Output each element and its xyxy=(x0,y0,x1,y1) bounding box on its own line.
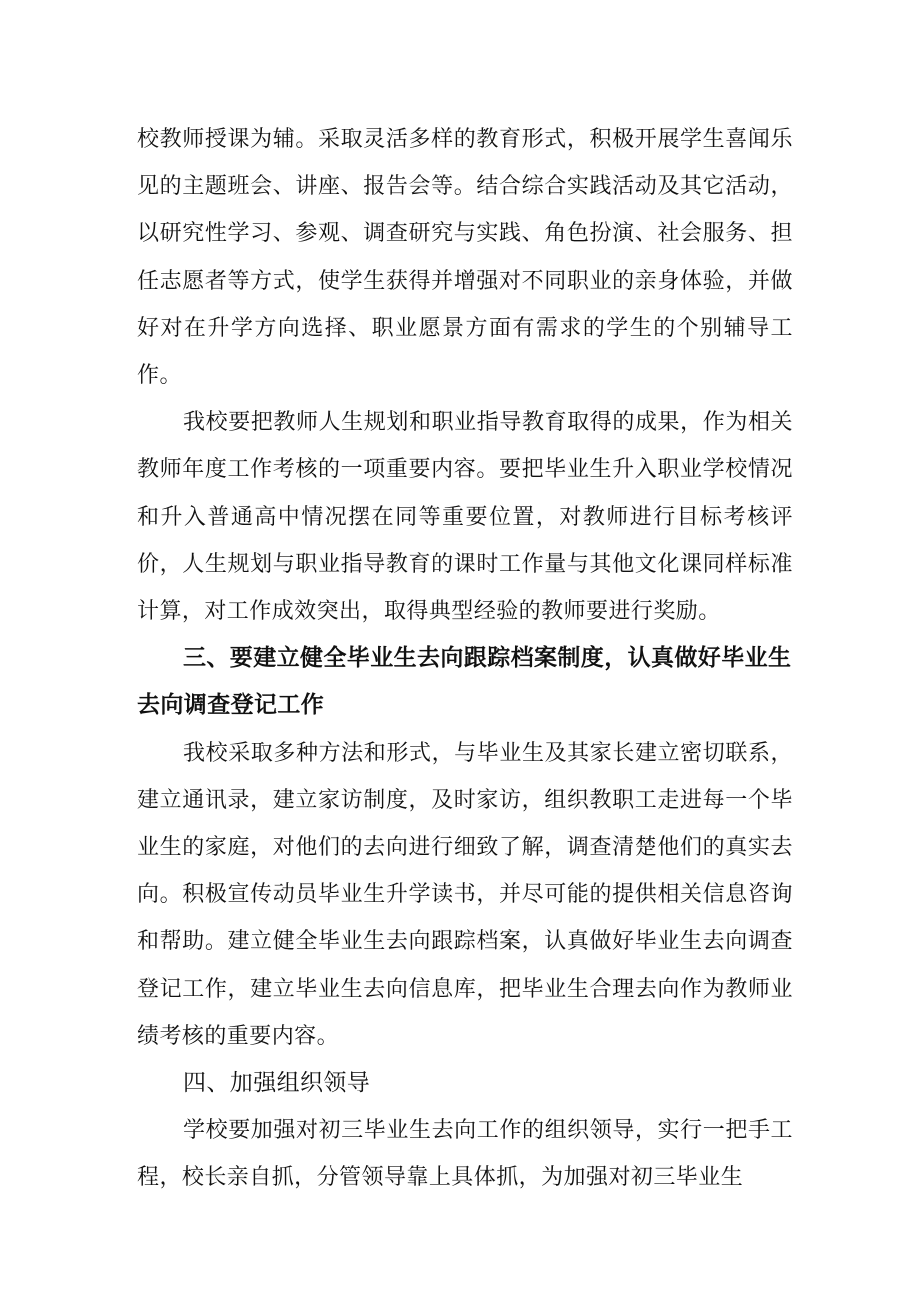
paragraph-graduate-tracking: 我校采取多种方法和形式，与毕业生及其家长建立密切联系，建立通讯录，建立家访制度，及时家访，组织教职工走进每一个毕业生的家庭，对他们的去向进行细致了解，调查清楚他们的真实去向。积极宣传动员毕业生升学读书，并尽可能的提供相关信息咨询和帮助。建立健全毕业生去向跟踪档案，认真做好毕业生去向调查登记工作，建立毕业生去向信息库，把毕业生合理去向作为教师业绩考核的重要内容。 xyxy=(137,740,793,1049)
paragraph-organizational-leadership: 学校要加强对初三毕业生去向工作的组织领导，实行一把手工程，校长亲自抓，分管领导靠上具体抓，为加强对初三毕业生 xyxy=(137,1118,793,1191)
section-heading-4: 四、加强组织领导 xyxy=(183,1070,371,1097)
section-heading-3: 三、要建立健全毕业生去向跟踪档案制度，认真做好毕业生去向调查登记工作 xyxy=(137,645,792,719)
paragraph-career-guidance-forms: 校教师授课为辅。采取灵活多样的教育形式，积极开展学生喜闻乐见的主题班会、讲座、报告会等。结合综合实践活动及其它活动，以研究性学习、参观、调查研究与实践、角色扮演、社会服务、担任志愿者等方式，使学生获得并增强对不同职业的亲身体验，并做好对在升学方向选择、职业愿景方面有需求的学生的个别辅导工作。 xyxy=(137,127,793,389)
document-page xyxy=(137,116,793,1202)
paragraph-teacher-assessment: 我校要把教师人生规划和职业指导教育取得的成果，作为相关教师年度工作考核的一项重要内容。要把毕业生升入职业学校情况和升入普通高中情况摆在同等重要位置，对教师进行目标考核评价，人生规划与职业指导教育的课时工作量与其他文化课同样标准计算，对工作成效突出，取得典型经验的教师要进行奖励。 xyxy=(137,410,793,625)
